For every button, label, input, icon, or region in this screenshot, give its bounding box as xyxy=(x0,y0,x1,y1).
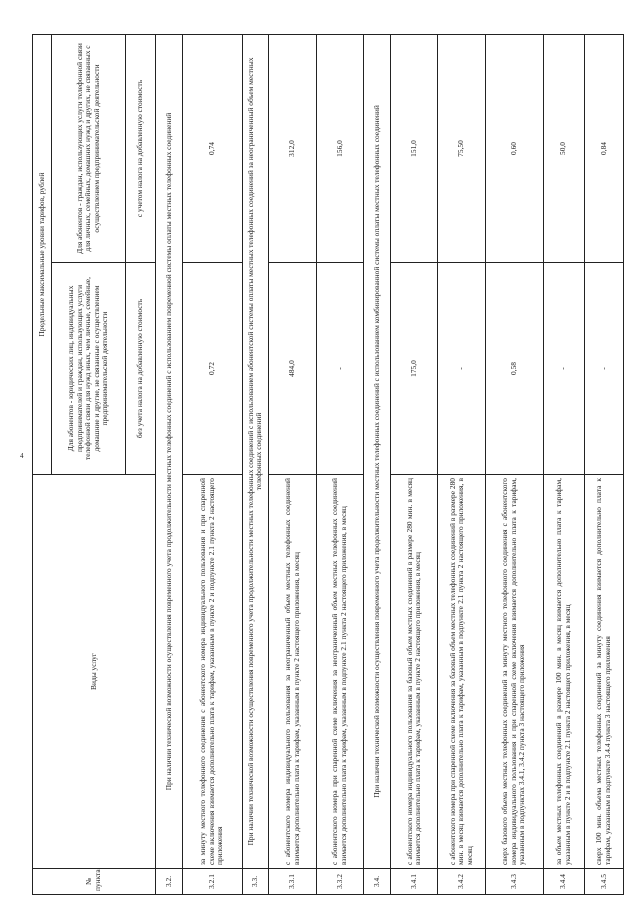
row-number: 3.4. xyxy=(364,869,391,895)
tariff-table xyxy=(32,34,624,895)
section-row xyxy=(364,34,391,894)
tariff-citizens-value: 151,0 xyxy=(390,34,437,262)
table-row xyxy=(269,34,316,894)
table-row xyxy=(543,34,584,894)
tariff-legal-value: - xyxy=(543,263,584,475)
tariff-legal-value: - xyxy=(438,263,485,475)
row-number: 3.4.2 xyxy=(438,869,485,895)
section-title: При наличии технической возможности осуществления повременного учета продолжительности местных телефонных соединений с использованием комбинированной системы оплаты местных телефонных соединений xyxy=(364,34,391,868)
tariff-citizens-value: 312,0 xyxy=(269,34,316,262)
table-row xyxy=(485,34,543,894)
page-number: 4 xyxy=(20,452,24,460)
service-description: за минуту местного телефонного соединения с абонентского номера индивидуального пользования и при спаренной схеме включения взимается дополнительно плата к тарифам, указанным в пункте 2 и подпункте 2.1 пункта 2 настоящего приложения xyxy=(182,475,242,869)
tariff-legal-value: - xyxy=(316,263,363,475)
row-number: 3.3. xyxy=(242,869,269,895)
table-row xyxy=(316,34,363,894)
header-legal-entities: Для абонентов - юридических лиц, индивидуальных предпринимателей и граждан, использующих услуги телефонной связи для нужд иных, чем личные, семейные, домашние и другие, не связанные с осуществлением предпринимательской деятельности xyxy=(52,263,126,475)
service-description: сверх базового объема местных телефонных соединений за минуту местного телефонного соединения с абонентского номера индивидуального пользования и при спаренной схеме включения взимается дополнительно плата к тарифам, указанным в подпунктах 3.4.1, 3.4.2 пункта 3 настоящего приложения xyxy=(485,475,543,869)
row-number: 3.3.1 xyxy=(269,869,316,895)
row-number: 3.4.1 xyxy=(390,869,437,895)
row-number: 3.4.4 xyxy=(543,869,584,895)
row-number: 3.2. xyxy=(156,869,183,895)
header-without-vat: без учета налога на добавленную стоимость xyxy=(126,263,156,475)
service-description: с абонентского номера при спаренной схеме включения за базовый объем местных телефонных соединений в размере 280 мин. в месяц взимается дополнительно плата к тарифам, указанным в подпункте 2.1 пункта 2 настоящего приложения, в месяц xyxy=(438,475,485,869)
tariff-citizens-value: 156,0 xyxy=(316,34,363,262)
table-row xyxy=(438,34,485,894)
header-with-vat: с учетом налога на добавленную стоимость xyxy=(126,34,156,262)
tariff-citizens-value: 50,0 xyxy=(543,34,584,262)
row-number: 3.2.1 xyxy=(182,869,242,895)
section-title: При наличии технической возможности осуществления повременного учета продолжительности местных телефонных соединений с использованием абонентской системы оплаты местных телефонных соединений за неограниченный объем местных телефонных соединений xyxy=(242,34,269,868)
tariff-citizens-value: 0,60 xyxy=(485,34,543,262)
row-number: 3.4.3 xyxy=(485,869,543,895)
tariff-legal-value: - xyxy=(584,263,623,475)
service-description: за объем местных телефонных соединений в размере 100 мин. в месяц взимается дополнительно плата к тарифам, указанным в пункте 2 и в подпункте 2.1 пункта 2 настоящего приложения, в месяц xyxy=(543,475,584,869)
table-row xyxy=(182,34,242,894)
section-title: При наличии технической возможности осуществления повременного учета продолжительности местных телефонных соединений с использованием повременной системы оплаты местных телефонных соединений xyxy=(156,34,183,868)
section-row xyxy=(242,34,269,894)
table-row xyxy=(584,34,623,894)
tariff-citizens-value: 75,50 xyxy=(438,34,485,262)
header-number: № пункта xyxy=(33,869,156,895)
tariff-citizens-value: 0,74 xyxy=(182,34,242,262)
tariff-legal-value: 0,58 xyxy=(485,263,543,475)
row-number: 3.4.5 xyxy=(584,869,623,895)
header-tariff-levels: Предельные максимальные уровни тарифов, рублей xyxy=(33,34,52,474)
section-row xyxy=(156,34,183,894)
header-citizens: Для абонентов - граждан, использующих услуги телефонной связи для личных, семейных, домашних нужд и других, не связанных с осуществлением предпринимательской деятельности xyxy=(52,34,126,262)
tariff-legal-value: 175,0 xyxy=(390,263,437,475)
table-row xyxy=(390,34,437,894)
service-description: с абонентского номера индивидуального пользования за неограниченный объем местных телефонных соединений взимается дополнительно плата к тарифам, указанным в пункте 2 настоящего приложения, в месяц xyxy=(269,475,316,869)
service-description: с абонентского номера при спаренной схеме включения за неограниченный объем местных телефонных соединений взимается дополнительно плата к тарифам, указанным в подпункте 2.1 пункта 2 настоящего приложения, в месяц xyxy=(316,475,363,869)
tariff-legal-value: 0,72 xyxy=(182,263,242,475)
tariff-citizens-value: 0,84 xyxy=(584,34,623,262)
row-number: 3.3.2 xyxy=(316,869,363,895)
tariff-legal-value: 484,0 xyxy=(269,263,316,475)
service-description: сверх 100 мин. объема местных телефонных соединений за минуту соединения взимается дополнительно плата к тарифам, указанным в подпункте 3.4.4 пункта 3 настоящего приложения xyxy=(584,475,623,869)
rotated-table-page xyxy=(32,35,624,895)
service-description: с абонентского номера индивидуального пользования за базовый объем местных соединений в размере 280 мин. в месяц взимается дополнительно плата к тарифам, указанным в пункте 2 настоящего приложения, в месяц xyxy=(390,475,437,869)
header-services: Виды услуг xyxy=(33,475,156,869)
